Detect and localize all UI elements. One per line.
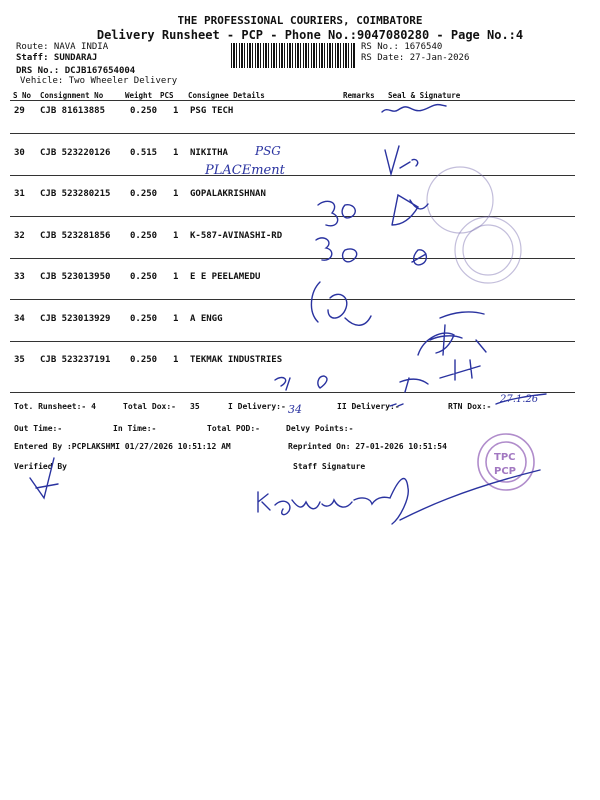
- col-consignee: Consignee Details: [188, 91, 265, 100]
- out-time-label: Out Time:-: [14, 424, 63, 433]
- runsheet-subtitle: Delivery Runsheet - PCP - Phone No.:9047080280 - Page No.:4: [96, 28, 524, 42]
- staff-signature-label: Staff Signature: [293, 462, 366, 471]
- row-consignee: E E PEELAMEDU: [190, 272, 261, 282]
- row34-signature: [418, 312, 486, 355]
- row-weight: 0.250: [130, 355, 158, 365]
- verified-by-mark: [30, 458, 58, 498]
- row-pcs: 1: [173, 106, 179, 116]
- row-consignee: NIKITHA: [190, 147, 228, 158]
- row-consignment-no: CJB 523280215: [40, 189, 111, 199]
- row-pcs: 1: [173, 189, 179, 199]
- row-weight: 0.250: [130, 272, 158, 282]
- row-weight: 0.515: [130, 147, 158, 158]
- rs-date: RS Date: 27-Jan-2026: [361, 53, 470, 63]
- col-weight: Weight: [125, 91, 153, 100]
- entered-by: Entered By :PCPLAKSHMI 01/27/2026 10:51:12 AM: [14, 442, 231, 451]
- row-sno: 30: [14, 147, 25, 158]
- col-pcs: PCS: [160, 91, 174, 100]
- rtn-date-handwritten: 27.1.26: [500, 394, 539, 405]
- col-sno: S No: [13, 91, 32, 100]
- row-consignee: K-587-AVINASHI-RD: [190, 230, 283, 241]
- ii-delivery-scribble: [390, 404, 403, 406]
- row33-signature: [311, 282, 371, 325]
- in-time-label: In Time:-: [113, 424, 157, 433]
- tot-runsheet: Tot. Runsheet:- 4: [14, 402, 96, 411]
- delvy-points-label: Delvy Points:-: [286, 424, 354, 433]
- row-consignee: PSG TECH: [190, 106, 234, 116]
- row-weight: 0.250: [130, 189, 158, 199]
- row-sno: 32: [14, 230, 25, 241]
- total-pod-label: Total POD:-: [207, 424, 260, 433]
- row-sno: 33: [14, 272, 25, 282]
- row30-note-psg: PSG: [255, 144, 281, 158]
- row-consignment-no: CJB 81613885: [40, 106, 106, 116]
- stamp-text-pcp: PCP: [494, 466, 516, 477]
- route-label: Route: NAVA INDIA: [16, 42, 109, 52]
- row-sno: 31: [14, 189, 25, 199]
- row-sno: 34: [14, 313, 25, 324]
- row-consignee: TEKMAK INDUSTRIES: [190, 355, 283, 365]
- row-consignee: A ENGG: [190, 313, 223, 324]
- ii-delivery-label: II Delivery:-: [337, 402, 400, 411]
- col-remarks: Remarks: [343, 91, 375, 100]
- row-pcs: 1: [173, 230, 179, 241]
- row-pcs: 1: [173, 355, 179, 365]
- stamp-text-tpc: TPC: [494, 452, 516, 463]
- vehicle-label: Vehicle: Two Wheeler Delivery: [20, 76, 178, 86]
- company-title: THE PROFESSIONAL COURIERS, COIMBATORE: [177, 14, 423, 27]
- row-consignment-no: CJB 523237191: [40, 355, 111, 365]
- row-consignment-no: CJB 523013929: [40, 313, 111, 324]
- row-weight: 0.250: [130, 106, 158, 116]
- row-consignment-no: CJB 523220126: [40, 147, 111, 158]
- row-pcs: 1: [173, 313, 179, 324]
- tpc-pcp-stamp: [478, 434, 534, 490]
- row-weight: 0.250: [130, 313, 158, 324]
- row32-signature: [316, 238, 426, 265]
- row-consignee: GOPALAKRISHNAN: [190, 189, 266, 199]
- row35-signature: [275, 360, 480, 392]
- row30-note-placement: PLACEment: [205, 163, 285, 178]
- staff-label: Staff: SUNDARAJ: [16, 53, 98, 63]
- total-dox-label: Total Dox:-: [123, 402, 176, 411]
- total-dox-value: 35: [190, 402, 200, 411]
- drs-number: DRS No.: DCJB167654004: [16, 66, 136, 76]
- row-consignment-no: CJB 523281856: [40, 230, 111, 241]
- delivery-count-handwritten: 34: [288, 403, 302, 416]
- row31-signature: [318, 195, 428, 226]
- row30-signature: [385, 146, 418, 174]
- row-consignment-no: CJB 523013950: [40, 272, 111, 282]
- row-weight: 0.250: [130, 230, 158, 241]
- row-pcs: 1: [173, 147, 179, 158]
- staff-signature-mark: [258, 470, 540, 524]
- rs-number: RS No.: 1676540: [361, 42, 443, 52]
- row29-signature: [382, 105, 446, 112]
- row-sno: 29: [14, 106, 25, 116]
- rtn-dox-label: RTN Dox:-: [448, 402, 492, 411]
- verified-by-label: Verified By: [14, 462, 67, 471]
- reprinted-on: Reprinted On: 27-01-2026 10:51:54: [288, 442, 447, 451]
- row-pcs: 1: [173, 272, 179, 282]
- col-consignment: Consignment No: [40, 91, 104, 100]
- row-sno: 35: [14, 355, 25, 365]
- i-delivery-label: I Delivery:-: [228, 402, 286, 411]
- col-seal: Seal & Signature: [388, 91, 461, 100]
- faint-seal-stamp: [427, 167, 521, 283]
